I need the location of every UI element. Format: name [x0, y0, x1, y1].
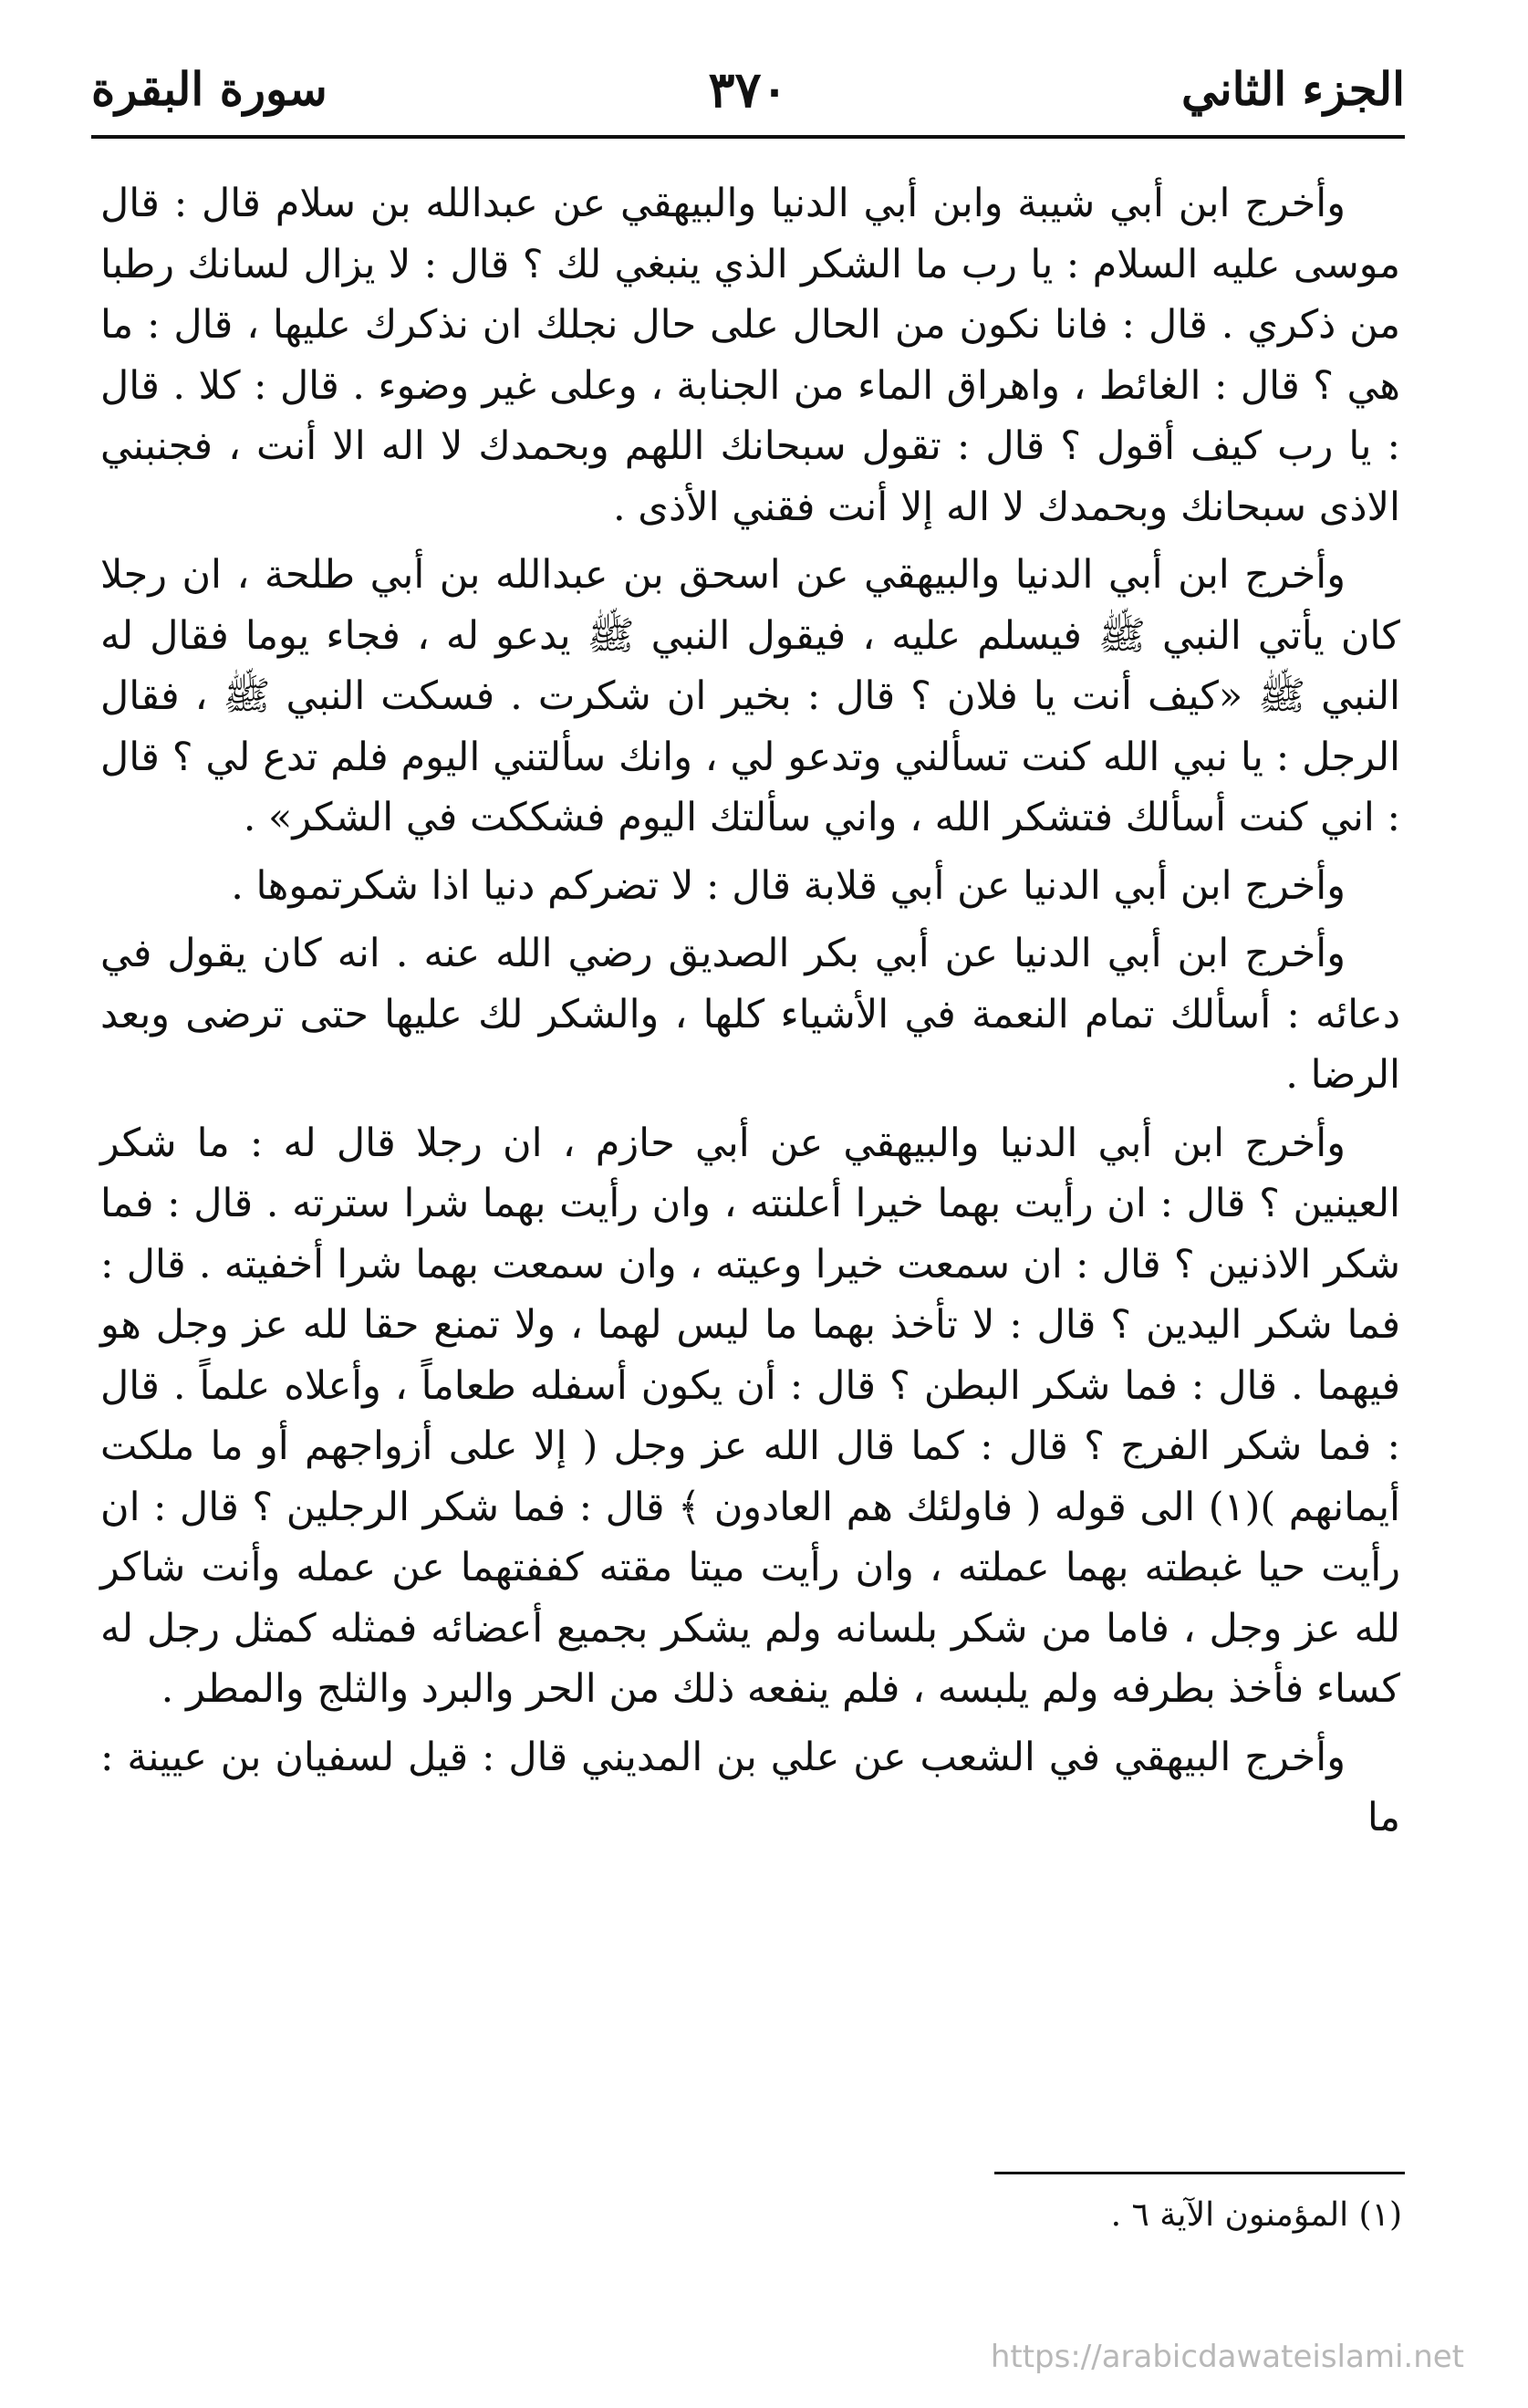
paragraph: وأخرج ابن أبي الدنيا والبيهقي عن أبي حازم ، ان رجلا قال له : ما شكر العينين ؟ قال : ان رأيت بهما خيرا أعلنته ، وان رأيت بهما شرا سترته . قال : فما شكر الاذنين ؟ قال : ان سمعت خيرا وعيته ، وان سمعت بهما شرا أخفيته . قال : فما شكر اليدين ؟ قال : لا تأخذ بهما ما ليس لهما ، ولا تمنع حقا لله عز وجل هو فيهما . قال : فما شكر البطن ؟ قال : أن يكون أسفله طعاماً ، وأعلاه علماً . قال : فما شكر الفرج ؟ قال : كما قال الله عز وجل ( إلا على أزواجهم أو ما ملكت أيمانهم )(١) الى قوله ( فاولئك هم العادون ﴾ قال : فما شكر الرجلين ؟ قال : ان رأيت حيا غبطته بهما عملته ، وان رأيت ميتا مقته كففتهما عن عمله وأنت شاكر لله عز وجل ، فاما من شكر بلسانه ولم يشكر بجميع أعضائه فمثله كمثل رجل له كساء فأخذ بطرفه ولم يلبسه ، فلم ينفعه ذلك من الحر والبرد والثلج والمطر . — [100, 1120, 1401, 1712]
watermark-url: https://arabicdawateislami.net — [990, 2339, 1464, 2375]
header-divider — [91, 135, 1405, 139]
paragraph: وأخرج ابن أبي الدنيا عن أبي قلابة قال : لا تضركم دنيا اذا شكرتموها . — [231, 862, 1346, 909]
paragraph: وأخرج ابن أبي شيبة وابن أبي الدنيا والبيهقي عن عبدالله بن سلام قال : قال موسى عليه السلام : يا رب ما الشكر الذي ينبغي لك ؟ قال : لا يزال لسانك رطبا من ذكري . قال : فانا نكون من الحال على حال نجلك ان نذكرك عليها ، قال : ما هي ؟ قال : الغائط ، واهراق الماء من الجنابة ، وعلى غير وضوء . قال : كلا . قال : يا رب كيف أقول ؟ قال : تقول سبحانك اللهم وبحمدك لا اله الا أنت ، فجنبني الاذى سبحانك وبحمدك لا اله إلا أنت فقني الأذى . — [100, 181, 1400, 530]
main-text — [100, 173, 1400, 1856]
paragraph: وأخرج ابن أبي الدنيا والبيهقي عن اسحق بن عبدالله بن أبي طلحة ، ان رجلا كان يأتي النبي ﷺ فيسلم عليه ، فيقول النبي ﷺ يدعو له ، فجاء يوما فقال له النبي ﷺ «كيف أنت يا فلان ؟ قال : بخير ان شكرت . فسكت النبي ﷺ ، فقال الرجل : يا نبي الله كنت تسألني وتدعو لي ، وانك سألتني اليوم فلم تدع لي ؟ قال : اني كنت أسألك فتشكر الله ، واني سألتك اليوم فشككت في الشكر» . — [100, 552, 1400, 840]
page-number: ٣٧٠ — [708, 60, 788, 119]
page-header — [91, 53, 1405, 126]
surah-label: سورة البقرة — [91, 62, 327, 116]
footnote-divider — [994, 2172, 1405, 2174]
volume-label: الجزء الثاني — [1181, 62, 1405, 116]
paragraph: وأخرج البيهقي في الشعب عن علي بن المديني قال : قيل لسفيان بن عيينة : ما — [100, 1734, 1400, 1840]
footnote: (١) المؤمنون الآية ٦ . — [1110, 2196, 1402, 2234]
paragraph: وأخرج ابن أبي الدنيا عن أبي بكر الصديق رضي الله عنه . انه كان يقول في دعائه : أسألك تمام النعمة في الأشياء كلها ، والشكر لك عليها حتى ترضى وبعد الرضا . — [100, 931, 1400, 1098]
